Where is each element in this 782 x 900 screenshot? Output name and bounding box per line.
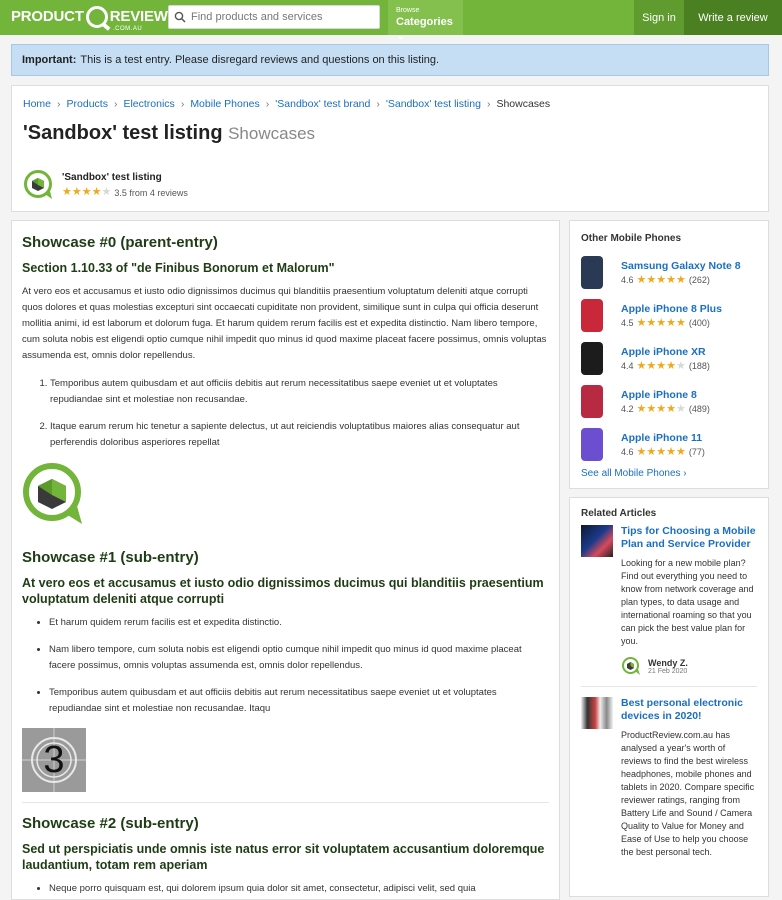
search-input[interactable]	[191, 11, 371, 23]
listing-name: 'Sandbox' test listing	[62, 172, 162, 183]
star-icon: ★	[91, 186, 102, 198]
star-icon: ★	[646, 273, 657, 286]
related-articles-panel	[569, 497, 769, 897]
star-icon: ★	[636, 273, 647, 286]
star-icon: ★	[636, 445, 647, 458]
star-icon: ★	[666, 445, 677, 458]
rating-stars	[637, 361, 686, 372]
breadcrumb-brand[interactable]: 'Sandbox' test brand	[275, 98, 371, 110]
article-description: ProductReview.com.au has analysed a year's worth of reviews to find the best wireless headphones, mobile phones and tablets in 2020. Compare specific reviewer ratings, ranging from Battery Life and Sound / Camera Quality to Value for Money and Ease of Use to help you choose the best personal tech.	[621, 730, 755, 857]
phone-thumbnail	[581, 342, 603, 375]
breadcrumb-listing[interactable]: 'Sandbox' test listing	[385, 98, 481, 110]
site-logo[interactable]: PRODUCT REVIEW .COM.AU	[11, 8, 168, 32]
breadcrumb-current: Showcases	[496, 98, 551, 110]
showcase-0-list	[50, 376, 549, 451]
phone-thumbnail	[581, 385, 603, 418]
list-item: • Et harum quidem rerum facilis est et expedita distinctio.	[49, 615, 549, 631]
list-item: 2. Itaque earum rerum hic tenetur a sapiente delectus, ut aut reiciendis voluptatibus maiores alias consequatur aut perferendis doloribus asperiores repellat	[50, 419, 549, 451]
star-icon: ★	[636, 402, 647, 415]
star-icon: ★	[636, 359, 647, 372]
list-item: • Temporibus autem quibusdam et aut officiis debitis aut rerum necessitatibus saepe eveniet ut et voluptates repudiandae sint et molestiae non recusandae. Itaqu	[49, 685, 549, 717]
star-icon: ★	[656, 316, 667, 329]
article-thumbnail	[581, 525, 613, 557]
star-icon: ★	[646, 316, 657, 329]
page-title: 'Sandbox' test listing Showcases	[23, 122, 316, 144]
search-box[interactable]	[168, 5, 380, 29]
browse-categories-button[interactable]: Browse Categories ⌄	[388, 0, 463, 35]
breadcrumb-products[interactable]: Products	[66, 98, 108, 110]
showcase-0-paragraph: At vero eos et accusamus et iusto odio dignissimos ducimus qui blanditiis praesentium voluptatum deleniti atque corrupti quos dolores et quas molestias excepturi sint occaecati cupiditate non provident, similique sunt in culpa qui officia deserunt mollitia animi, id est laborum et dolorum fuga. Et harum quidem rerum facilis est et expedita distinctio. Nam libero tempore, cum soluta nobis est eligendi optio cumque nihil impedit quo minus id quod maxime placeat facere possimus, omnis voluptas assumenda est, omnis dolor repellendus.	[22, 286, 547, 361]
star-icon: ★	[656, 445, 667, 458]
star-icon: ★	[666, 273, 677, 286]
showcase-2-list	[49, 881, 549, 897]
star-icon: ★	[676, 359, 686, 372]
star-icon: ★	[676, 316, 686, 329]
test-entry-notice: Important: This is a test entry. Please disregard reviews and questions on this listing.	[11, 44, 769, 76]
see-all-mobile-phones-link[interactable]: See all Mobile Phones ›	[581, 468, 687, 479]
showcase-2-heading: Showcase #2 (sub-entry)	[22, 815, 199, 832]
panel-title: Other Mobile Phones	[581, 233, 682, 244]
panel-title: Related Articles	[581, 508, 657, 519]
rating-stars	[637, 447, 686, 458]
rating-stars	[637, 318, 686, 329]
listing-header-card	[11, 85, 769, 212]
breadcrumb-mobile-phones[interactable]: Mobile Phones	[190, 98, 260, 110]
star-icon: ★	[656, 402, 667, 415]
sign-in-button[interactable]: Sign in	[634, 0, 684, 35]
search-icon	[169, 11, 191, 23]
phone-item[interactable]: Samsung Galaxy Note 8 4.6 ★ ★ ★ ★ ★ (262)	[581, 251, 757, 294]
star-icon: ★	[676, 273, 686, 286]
showcase-0-image	[22, 462, 559, 529]
star-icon: ★	[666, 316, 677, 329]
rating-summary: 3.5 from 4 reviews	[114, 187, 188, 198]
showcase-0-subheading: Section 1.10.33 of "de Finibus Bonorum et Malorum"	[22, 261, 335, 275]
phone-thumbnail	[581, 256, 603, 289]
article-thumbnail	[581, 697, 613, 729]
phone-item[interactable]: Apple iPhone XR 4.4 ★ ★ ★ ★ ★ (188)	[581, 337, 757, 380]
star-icon: ★	[101, 186, 112, 198]
phone-thumbnail	[581, 299, 603, 332]
star-icon: ★	[646, 445, 657, 458]
rating-stars	[62, 187, 111, 198]
listing-logo-icon	[23, 169, 55, 201]
other-mobile-phones-panel	[569, 220, 769, 489]
page-subtitle: Showcases	[228, 124, 316, 143]
showcase-0-heading: Showcase #0 (parent-entry)	[22, 234, 218, 251]
showcase-1-image[interactable]	[22, 728, 86, 792]
star-icon: ★	[62, 186, 72, 198]
productreview-logo-icon	[22, 462, 86, 526]
star-icon: ★	[646, 402, 657, 415]
showcase-1-list	[49, 615, 549, 717]
chevron-down-icon: ⌄	[396, 30, 406, 42]
star-icon: ★	[676, 402, 686, 415]
article-item[interactable]	[581, 525, 757, 676]
rating-stars	[637, 404, 686, 415]
star-icon: ★	[666, 402, 677, 415]
breadcrumb-home[interactable]: Home	[23, 98, 52, 110]
star-icon: ★	[636, 316, 647, 329]
list-item: • Neque porro quisquam est, qui dolorem ipsum quia dolor sit amet, consectetur, adipisci velit, sed quia	[49, 881, 549, 897]
article-title[interactable]: Tips for Choosing a Mobile Plan and Service Provider	[621, 525, 756, 550]
article-item[interactable]	[581, 697, 757, 859]
star-icon: ★	[656, 273, 667, 286]
rating-stars	[637, 275, 686, 286]
logo-cube-icon	[86, 6, 108, 28]
showcase-2-subheading: Sed ut perspiciatis unde omnis iste natus error sit voluptatem accusantium doloremque laudantium, totam rem aperiam	[22, 842, 545, 872]
showcase-1-subheading: At vero eos et accusamus et iusto odio dignissimos ducimus qui blanditiis praesentium voluptatum deleniti atque corrupti	[22, 576, 544, 606]
star-icon: ★	[676, 445, 686, 458]
phone-thumbnail	[581, 428, 603, 461]
breadcrumb: Home › Products › Electronics › Mobile Phones › 'Sandbox' test brand › 'Sandbox' test listing › Showcases	[23, 98, 551, 110]
breadcrumb-electronics[interactable]: Electronics	[123, 98, 175, 110]
list-item: 1. Temporibus autem quibusdam et aut officiis debitis aut rerum necessitatibus saepe eveniet ut et voluptates repudiandae sint et molestiae non recusandae.	[50, 376, 549, 408]
top-navbar	[0, 0, 782, 42]
listing-summary[interactable]	[23, 169, 188, 201]
article-description: Looking for a new mobile plan? Find out everything you need to know from network coverage and plan types, to data usage and international roaming so that you can pick the best value plan for you.	[621, 558, 754, 646]
star-icon: ★	[646, 359, 657, 372]
showcase-1-heading: Showcase #1 (sub-entry)	[22, 549, 199, 566]
phone-item[interactable]: Apple iPhone 8 4.2 ★ ★ ★ ★ ★ (489)	[581, 380, 757, 423]
showcase-content	[11, 220, 560, 900]
author-avatar-icon	[621, 656, 641, 676]
list-item: • Nam libero tempore, cum soluta nobis est eligendi optio cumque nihil impedit quo minus id quod maxime placeat facere possimus, omnis voluptas assumenda est, omnis dolor repellendus.	[49, 642, 549, 674]
phone-item[interactable]: Apple iPhone 8 Plus 4.5 ★ ★ ★ ★ ★ (400)	[581, 294, 757, 337]
star-icon: ★	[666, 359, 677, 372]
phone-item[interactable]: Apple iPhone 11 4.6 ★ ★ ★ ★ ★ (77)	[581, 423, 757, 466]
countdown-number: 3	[43, 739, 65, 781]
article-author: Wendy Z. 21 Feb 2020	[621, 656, 757, 676]
star-icon: ★	[71, 186, 82, 198]
write-review-button[interactable]: Write a review	[684, 0, 782, 35]
article-title[interactable]: Best personal electronic devices in 2020!	[621, 697, 743, 722]
star-icon: ★	[656, 359, 667, 372]
star-icon: ★	[81, 186, 92, 198]
